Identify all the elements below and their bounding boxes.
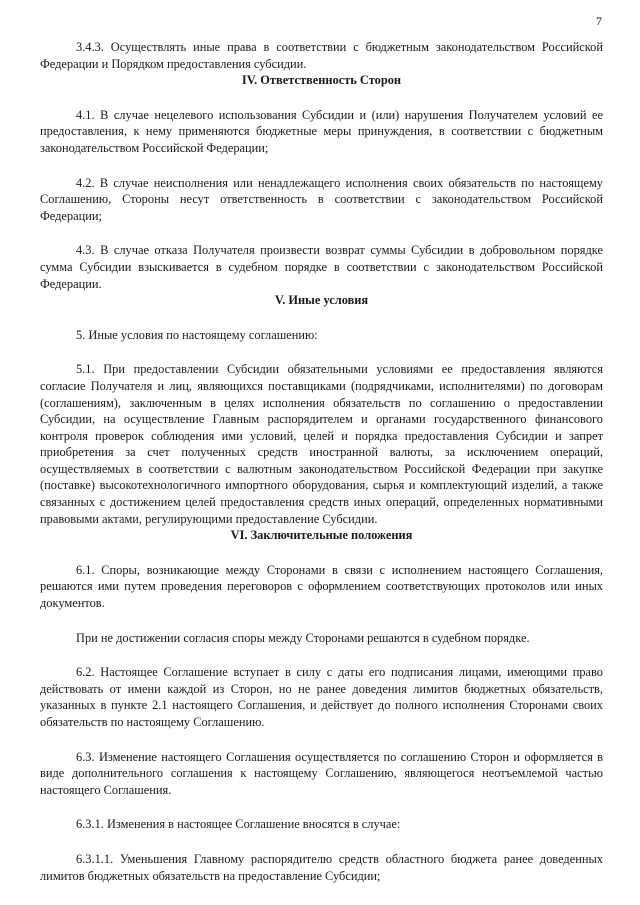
clause-6-3-1-1: 6.3.1.1. Уменьшения Главному распорядителю средств областного бюджета ранее доведенных лимитов бюджетных обязательств на предоставление Субсидии; <box>40 851 603 883</box>
clause-3-4-3: 3.4.3. Осуществлять иные права в соответствии с бюджетным законодательством Российской Федерации и Порядком предоставления субсидии. <box>40 40 603 71</box>
clause-6-3: 6.3. Изменение настоящего Соглашения осуществляется по соглашению Сторон и оформляется в виде дополнительного соглашения к настоящему Соглашению, являющегося неотъемлемой частью настоящего Соглашения. <box>40 749 603 797</box>
section-heading-iv: IV. Ответственность Сторон <box>241 73 402 88</box>
clause-6-1-court: При не достижении согласия споры между Сторонами решаются в судебном порядке. <box>76 630 530 645</box>
clause-4-2: 4.2. В случае неисполнения или ненадлежащего исполнения своих обязательств по настоящему Соглашению, Стороны несут ответственность в соответствии с законодательством Российской Федерации; <box>40 175 603 223</box>
clause-6-2: 6.2. Настоящее Соглашение вступает в силу с даты его подписания лицами, имеющими право действовать от имени каждой из Сторон, но не ранее доведения лимитов бюджетных обязательств, указанных в пункте 2.1 настоящего Соглашения, и действует до полного исполнения Сторонами своих обязательств по настоящему Соглашению. <box>40 665 603 729</box>
clause-6-1: 6.1. Споры, возникающие между Сторонами в связи с исполнением настоящего Соглашения, решаются ими путем проведения переговоров с оформлением соответствующих протоколов или иных документов. <box>40 562 603 611</box>
clause-4-1: 4.1. В случае нецелевого использования Субсидии и (или) нарушения Получателем условий ее предоставления, к нему применяются бюджетные меры принуждения, в соответствии с бюджетным законодательством Российской Федерации; <box>40 107 603 155</box>
clause-6-3-1: 6.3.1. Изменения в настоящее Соглашение вносятся в случае: <box>76 817 401 832</box>
clause-5: 5. Иные условия по настоящему соглашению: <box>76 327 318 342</box>
document-body <box>40 39 603 884</box>
clause-5-1: 5.1. При предоставлении Субсидии обязательными условиями ее предоставления являются согласие Получателя и лиц, являющихся поставщиками (подрядчиками, исполнителями) по договорам (соглашениям), заключенным в целях исполнения обязательств по соглашению о предоставлении Субсидии, на осуществление Главным распорядителем и органами государственного финансового контроля проверок соблюдения ими условий, целей и порядка предоставления Субсидии и запрет приобретения за счет полученных средств иностранной валюты, за исключением операций, осуществляемых в соответствии с валютным законодательством Российской Федерации при закупке (поставке) высокотехнологичного импортного оборудования, сырья и комплектующий изделий, а также связанных с достижением целей предоставления средств иных операций, определенных нормативными правовыми актами, регулирующими предоставление Субсидии. <box>40 362 603 526</box>
section-heading-v: V. Иные условия <box>274 293 369 308</box>
page-number: 7 <box>596 14 602 28</box>
section-heading-vi: VI. Заключительные положения <box>230 528 413 543</box>
clause-4-3: 4.3. В случае отказа Получателя произвести возврат суммы Субсидии в добровольном порядке сумма Субсидии взыскивается в судебном порядке в соответствии с законодательством Российской Федерации. <box>40 243 603 291</box>
